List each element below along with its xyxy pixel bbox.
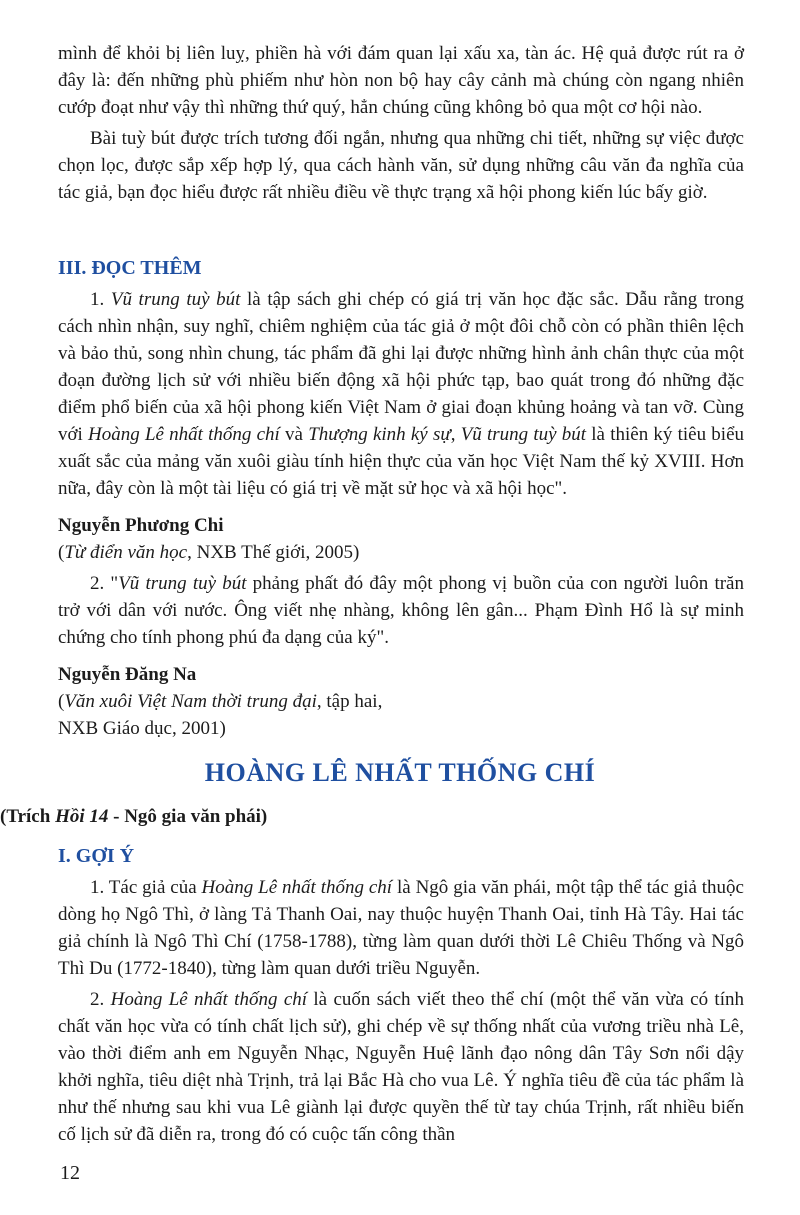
doc-them-section [58, 254, 744, 742]
chapter-title: HOÀNG LÊ NHẤT THỐNG CHÍ [204, 758, 596, 787]
section-heading-goi-y: I. GỢI Ý [58, 845, 135, 867]
goi-y-item-2: 2. Hoàng Lê nhất thống chí là cuốn sách viết theo thể chí (một thể văn vừa có tính chất văn học vừa có tính chất lịch sử), ghi chép về sự thống nhất của vương triều nhà Lê, vào thời điểm anh em Nguyễn Nhạc, Nguyễn Huệ lãnh đạo nông dân Tây Sơn nổi dậy khởi nghĩa, tiêu diệt nhà Trịnh, trả lại Bắc Hà cho vua Lê. Ý nghĩa tiêu đề của tác phẩm là như thế nhưng sau khi vua Lê giành lại được quyền thế từ tay chúa Trịnh, rất nhiều biến cố lịch sử đã diễn ra, trong đó có cuộc tấn công thần [58, 989, 744, 1145]
page-number: 12 [60, 1162, 80, 1184]
summary-paragraph: Bài tuỳ bút được trích tương đối ngắn, nhưng qua những chi tiết, những sự việc được chọn lọc, được sắp xếp hợp lý, qua cách hành văn, sử dụng những câu văn đa nghĩa của tác giả, bạn đọc hiểu được rất nhiều điều về thực trạng xã hội phong kiến lúc bấy giờ. [58, 128, 744, 203]
author-nguyen-phuong-chi: Nguyễn Phương Chi [58, 515, 224, 536]
source-citation-1: (Từ điển văn học, NXB Thế giới, 2005) [58, 542, 360, 563]
goi-y-item-1: 1. Tác giả của Hoàng Lê nhất thống chí là Ngô gia văn phái, một tập thể tác giả thuộc dòng họ Ngô Thì, ở làng Tả Thanh Oai, nay thuộc huyện Thanh Oai, tỉnh Hà Tây. Hai tác giả chính là Ngô Thì Chí (1758-1788), từng làm quan dưới thời Lê Chiêu Thống và Ngô Thì Du (1772-1840), từng làm quan dưới triều Nguyễn. [58, 877, 744, 979]
source-citation-2-line2: NXB Giáo dục, 2001) [58, 718, 226, 739]
section-heading-doc-them: III. ĐỌC THÊM [58, 257, 202, 279]
chapter-subtitle: (Trích Hồi 14 - Ngô gia văn phái) [0, 806, 268, 827]
doc-them-item-1: 1. Vũ trung tuỳ bút là tập sách ghi chép có giá trị văn học đặc sắc. Dẫu rằng trong cách nhìn nhận, suy nghĩ, chiêm nghiệm của tác giả ở một đôi chỗ còn có phần thiên lệch và bảo thủ, song nhìn chung, tác phẩm đã ghi lại được những hình ảnh chân thực của một đoạn đường lịch sử với nhiều biến động xã hội phức tạp, bao quát trong đó những đặc điểm phổ biến của xã hội phong kiến Việt Nam ở giai đoạn khủng hoảng và tan vỡ. Cùng với Hoàng Lê nhất thống chí và Thượng kinh ký sự, Vũ trung tuỳ bút là thiên ký tiêu biểu xuất sắc của mảng văn xuôi giàu tính hiện thực của văn học Việt Nam thế kỷ XVIII. Hơn nữa, đây còn là một tài liệu có giá trị về mặt sử học và xã hội học". [58, 289, 745, 499]
continued-paragraph: mình để khỏi bị liên luỵ, phiền hà với đám quan lại xấu xa, tàn ác. Hệ quả được rút ra ở đây là: đến những phù phiếm như hòn non bộ hay cây cảnh mà chúng còn ngang nhiên cướp đoạt như vậy thì những thứ quý, hẳn chúng cũng không bỏ qua một cơ hội nào. [58, 43, 744, 118]
source-citation-2: (Văn xuôi Việt Nam thời trung đại, tập hai, [58, 691, 383, 712]
doc-them-item-2: 2. "Vũ trung tuỳ bút phảng phất đó đây một phong vị buồn của con người luôn trăn trở với dân với nước. Ông viết nhẹ nhàng, không lên gân... Phạm Đình Hổ là sự minh chứng cho tính phong phú đa dạng của ký". [58, 573, 744, 648]
author-nguyen-dang-na: Nguyễn Đăng Na [58, 664, 197, 685]
goi-y-section [58, 842, 744, 1148]
top-text-block [58, 40, 744, 206]
